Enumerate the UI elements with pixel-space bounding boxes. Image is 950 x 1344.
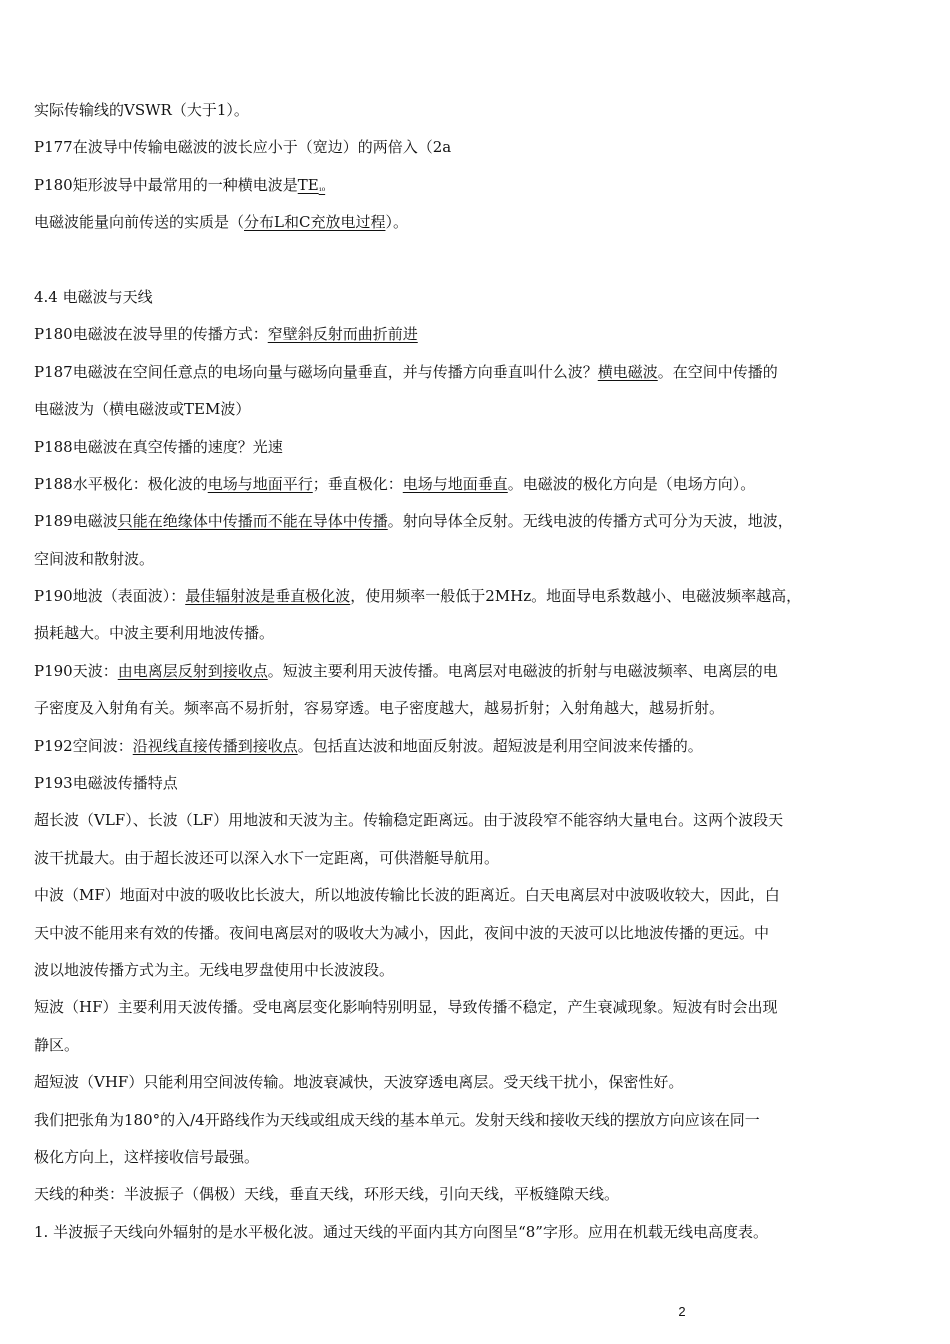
text-line	[34, 765, 894, 802]
underlined-text: 窄壁斜反射而曲折前进	[267, 325, 418, 344]
underlined-text: 分布L和C充放电过程	[244, 213, 386, 232]
text-line	[34, 1027, 894, 1064]
text-segment: 1. 半波振子天线向外辐射的是水平极化波。通过天线的平面内其方向图呈“8”字形。应用在机载无线电高度表。	[34, 1222, 768, 1241]
text-line	[34, 690, 894, 727]
text-segment: 超长波（VLF）、长波（LF）用地波和天波为主。传输稳定距离远。由于波段窄不能容纳大量电台。这两个波段天	[34, 811, 784, 830]
text-segment: 4.4 电磁波与天线	[34, 287, 153, 306]
text-segment: 天中波不能用来有效的传播。夜间电离层对的吸收大为减小，因此，夜间中波的天波可以比地波传播的更远。中	[34, 923, 770, 942]
text-segment: 静区。	[34, 1035, 80, 1054]
text-line	[34, 92, 894, 129]
text-segment: 实际传输线的VSWR（大于1）。	[34, 101, 249, 119]
underlined-text: 最佳辐射波是垂直极化波	[185, 587, 351, 606]
document-body	[34, 92, 894, 1251]
text-line	[34, 578, 894, 615]
text-segment: 损耗越大。中波主要利用地波传播。	[34, 624, 275, 643]
text-segment: 电磁波为（横电磁波或TEM波）	[34, 400, 251, 419]
text-segment: P180矩形波导中最常用的一种横电波是	[34, 175, 298, 194]
text-line	[34, 354, 894, 391]
text-line	[34, 167, 894, 204]
text-line	[34, 541, 894, 578]
text-segment: 极化方向上，这样接收信号最强。	[34, 1147, 260, 1166]
text-line	[34, 466, 894, 503]
text-line	[34, 877, 894, 914]
text-segment: 天线的种类：半波振子（偶极）天线，垂直天线，环形天线，引向天线，平板缝隙天线。	[34, 1185, 620, 1204]
text-line	[34, 316, 894, 353]
text-line	[34, 204, 894, 241]
text-line	[34, 802, 894, 839]
page-number: 2	[678, 1304, 686, 1319]
text-segment: 波以地波传播方式为主。无线电罗盘使用中长波波段。	[34, 960, 395, 979]
blank-line	[34, 242, 894, 279]
text-line	[34, 615, 894, 652]
text-line	[34, 989, 894, 1026]
text-segment: ，使用频率一般低于2MHz。地面导电系数越小、电磁波频率越高，	[350, 587, 802, 606]
text-segment: 子密度及入射角有关。频率高不易折射，容易穿透。电子密度越大，越易折射；入射角越大，越易折射。	[34, 699, 725, 718]
text-segment: P190天波：	[34, 661, 118, 680]
text-segment: P189电磁波	[34, 512, 118, 531]
text-segment: 电磁波能量向前传送的实质是（	[34, 213, 245, 232]
underlined-text: 电场与地面垂直	[402, 474, 508, 493]
text-segment: 。射向导体全反射。无线电波的传播方式可分为天波，地波，	[387, 512, 793, 531]
text-segment: 。短波主要利用天波传播。电离层对电磁波的折射与电磁波频率、电离层的电	[267, 661, 778, 680]
underlined-text: 沿视线直接传播到接收点	[132, 736, 298, 755]
text-line	[34, 840, 894, 877]
text-segment: P192空间波：	[34, 736, 133, 755]
text-segment: 。在空间中传播的	[657, 362, 778, 381]
text-line	[34, 653, 894, 690]
text-line	[34, 1139, 894, 1176]
text-segment: P177在波导中传输电磁波的波长应小于（宽边）的两倍入（2a	[34, 138, 452, 157]
underlined-text: 由电离层反射到接收点	[117, 661, 268, 680]
text-line	[34, 129, 894, 166]
text-segment: 短波（HF）主要利用天波传播。受电离层变化影响特别明显，导致传播不稳定，产生衰减现象。短波有时会出现	[34, 998, 778, 1017]
text-segment: 我们把张角为180°的入/4开路线作为天线或组成天线的基本单元。发射天线和接收天线的摆放方向应该在同一	[34, 1110, 760, 1129]
text-segment: P188电磁波在真空传播的速度？光速	[34, 437, 283, 456]
text-segment: P187电磁波在空间任意点的电场向量与磁场向量垂直，并与传播方向垂直叫什么波？	[34, 362, 598, 381]
text-segment: 。电磁波的极化方向是（电场方向）。	[507, 474, 756, 493]
text-line	[34, 503, 894, 540]
underlined-text: 电场与地面平行	[207, 474, 313, 493]
text-segment: 。包括直达波和地面反射波。超短波是利用空间波来传播的。	[297, 736, 703, 755]
text-line	[34, 1064, 894, 1101]
text-line	[34, 952, 894, 989]
underlined-text: ₁₀	[318, 183, 326, 193]
text-line	[34, 1176, 894, 1213]
text-segment: P190地波（表面波）：	[34, 587, 186, 606]
text-line	[34, 1102, 894, 1139]
text-segment: ）。	[385, 213, 408, 232]
text-segment: 中波（MF）地面对中波的吸收比长波大，所以地波传输比长波的距离近。白天电离层对中波吸收较大，因此，白	[34, 886, 780, 905]
underlined-text: 横电磁波	[597, 362, 658, 381]
text-segment: P188水平极化：极化波的	[34, 474, 208, 493]
text-line	[34, 279, 894, 316]
text-segment: ；垂直极化：	[312, 474, 403, 493]
text-line	[34, 391, 894, 428]
text-segment: 超短波（VHF）只能利用空间波传输。地波衰减快，天波穿透电离层。受天线干扰小，保密性好。	[34, 1073, 684, 1092]
underlined-text: TE	[297, 175, 319, 194]
text-segment: 空间波和散射波。	[34, 549, 155, 568]
text-segment: 波干扰最大。由于超长波还可以深入水下一定距离，可供潜艇导航用。	[34, 848, 500, 867]
text-segment: P193电磁波传播特点	[34, 774, 178, 793]
text-line	[34, 1214, 894, 1251]
text-line	[34, 915, 894, 952]
text-line	[34, 429, 894, 466]
text-segment: P180电磁波在波导里的传播方式：	[34, 325, 268, 344]
text-line	[34, 728, 894, 765]
underlined-text: 只能在绝缘体中传播而不能在导体中传播	[117, 512, 388, 531]
